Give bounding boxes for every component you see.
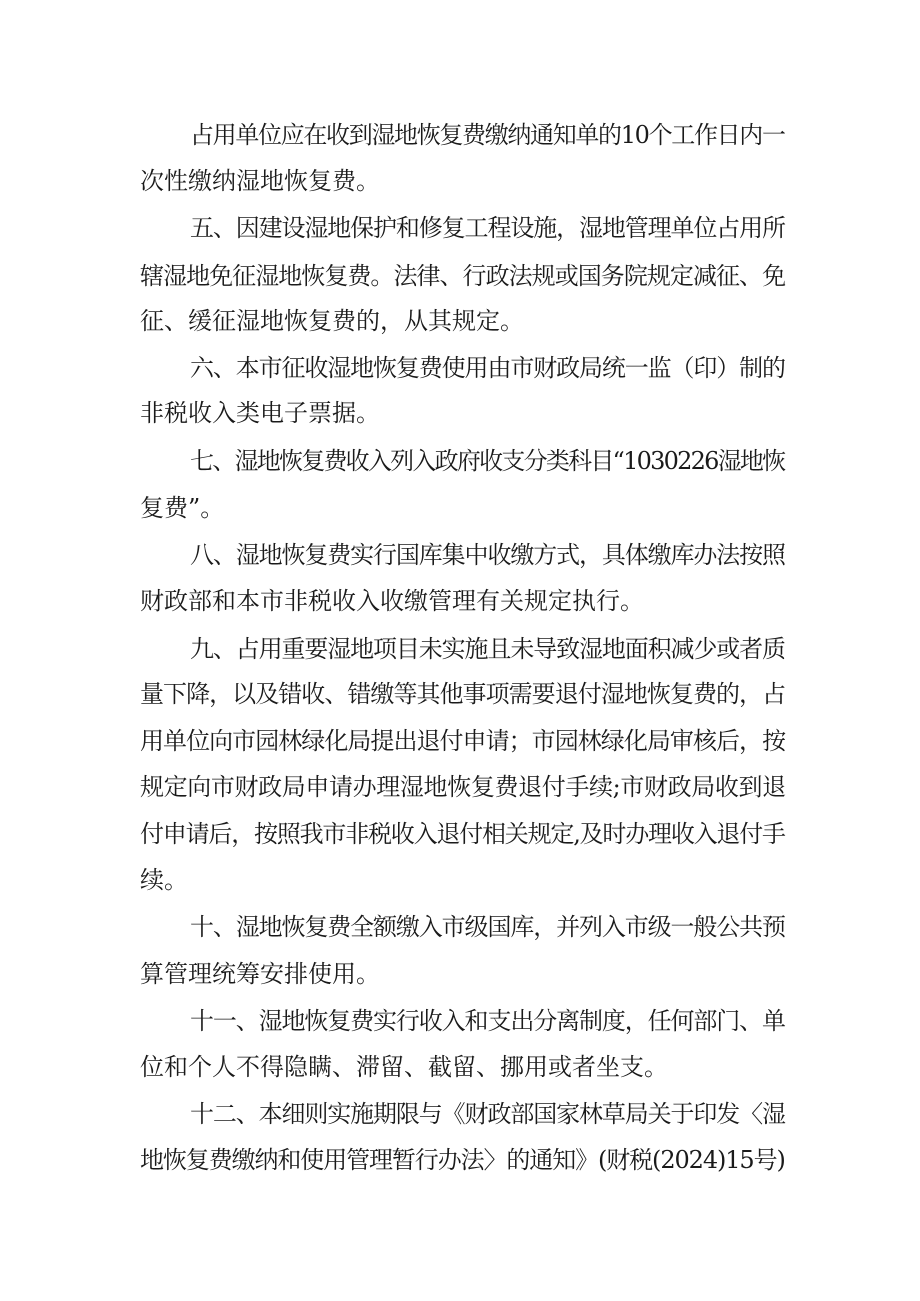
- text-line-14: [0, 718, 920, 764]
- text-line-14-content: 用单位向市园林绿化局提出退付申请；市园林绿化局审核后，按: [140, 727, 786, 755]
- text-line-15: [0, 764, 920, 810]
- text-line-13: [0, 671, 920, 717]
- text-line-1: [0, 112, 920, 158]
- text-line-23-content: 地恢复费缴纳和使用管理暂行办法〉的通知》(财税(2024)15号): [140, 1146, 785, 1174]
- text-line-2-content: 次性缴纳湿地恢复费。: [140, 167, 380, 195]
- text-line-16-content: 付申请后，按照我市非税收入退付相关规定,及时办理收入退付手: [140, 820, 785, 848]
- text-line-8-content: 七、湿地恢复费收入列入政府收支分类科目“1030226湿地恢: [190, 447, 785, 475]
- text-line-4-content: 辖湿地免征湿地恢复费。法律、行政法规或国务院规定减征、免: [140, 262, 786, 290]
- text-line-19: [0, 951, 920, 997]
- text-line-9-content: 复费”。: [140, 494, 225, 522]
- text-line-17: [0, 857, 920, 903]
- text-line-21-content: 位和个人不得隐瞒、滞留、截留、挪用或者坐支。: [140, 1053, 668, 1081]
- text-line-22-content: 十二、本细则实施期限与《财政部国家林草局关于印发〈湿: [190, 1100, 785, 1128]
- text-line-17-content: 续。: [140, 866, 188, 894]
- text-line-6-content: 六、本市征收湿地恢复费使用由市财政局统一监（印）制的: [190, 354, 785, 382]
- text-line-16: [0, 811, 920, 857]
- text-line-23: [0, 1137, 920, 1183]
- text-line-7: [0, 390, 920, 436]
- text-line-19-content: 算管理统筹安排使用。: [140, 960, 380, 988]
- text-line-2: [0, 158, 920, 204]
- text-line-18-content: 十、湿地恢复费全额缴入市级国库，并列入市级一般公共预: [190, 913, 785, 941]
- text-line-5-content: 征、缓征湿地恢复费的，从其规定。: [140, 307, 524, 335]
- text-line-21: [0, 1044, 920, 1090]
- text-line-9: [0, 485, 920, 531]
- text-line-15-content: 规定向市财政局申请办理湿地恢复费退付手续;市财政局收到退: [140, 773, 786, 801]
- text-line-20-content: 十一、湿地恢复费实行收入和支出分离制度，任何部门、单: [190, 1007, 785, 1035]
- text-line-11: [0, 578, 920, 624]
- text-line-5: [0, 298, 920, 344]
- text-line-11-content: 财政部和本市非税收入收缴管理有关规定执行。: [140, 587, 644, 615]
- text-line-12: [0, 626, 920, 672]
- text-line-3-content: 五、因建设湿地保护和修复工程设施，湿地管理单位占用所: [190, 214, 785, 242]
- text-line-8: [0, 438, 920, 484]
- text-line-13-content: 量下降，以及错收、错缴等其他事项需要退付湿地恢复费的，占: [140, 680, 786, 708]
- text-line-22: [0, 1091, 920, 1137]
- text-line-10: [0, 532, 920, 578]
- text-line-7-content: 非税收入类电子票据。: [140, 399, 380, 427]
- text-line-1-content: 占用单位应在收到湿地恢复费缴纳通知单的10个工作日内一: [190, 121, 785, 149]
- text-line-20: [0, 998, 920, 1044]
- text-line-10-content: 八、湿地恢复费实行国库集中收缴方式，具体缴库办法按照: [190, 541, 785, 569]
- text-line-12-content: 九、占用重要湿地项目未实施且未导致湿地面积减少或者质: [190, 635, 785, 663]
- text-line-6: [0, 345, 920, 391]
- text-line-3: [0, 205, 920, 251]
- text-line-18: [0, 904, 920, 950]
- text-line-4: [0, 253, 920, 299]
